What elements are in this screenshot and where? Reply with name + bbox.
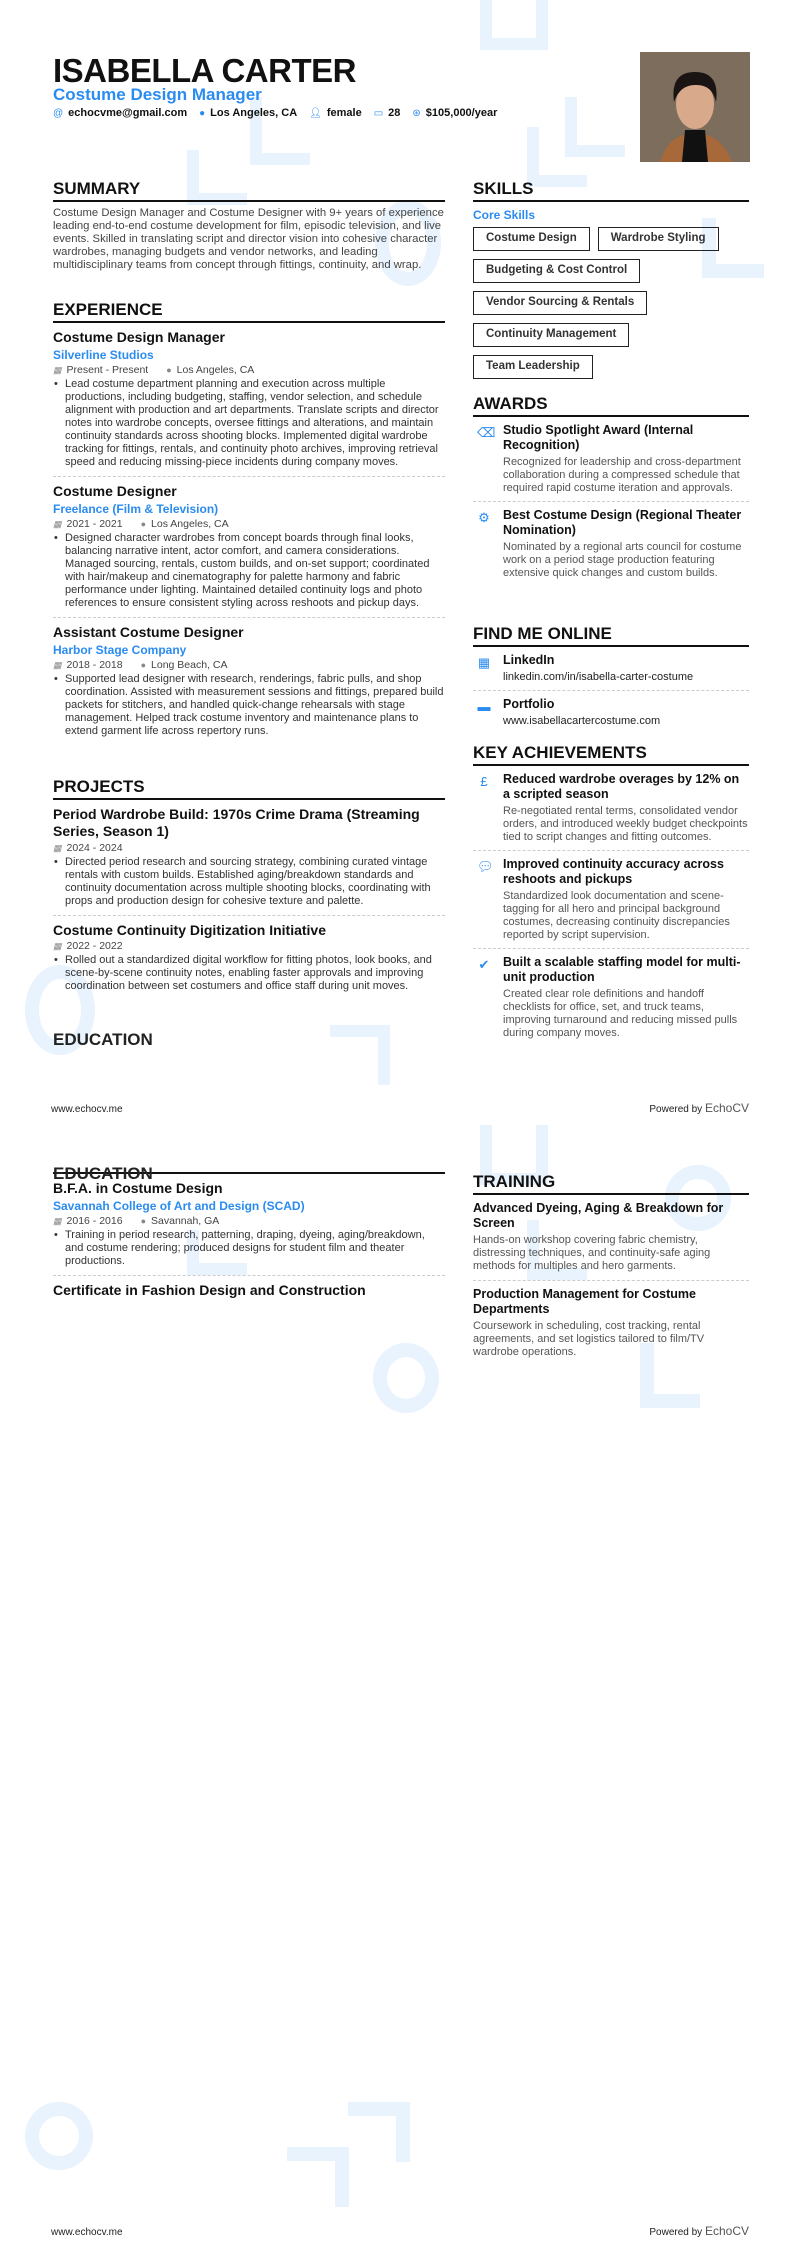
section-heading: EXPERIENCE [53, 301, 445, 323]
achievement-title: Reduced wardrobe overages by 12% on a scripted season [503, 772, 740, 801]
powered-label: Powered by [649, 2227, 703, 2238]
project-entry [53, 800, 445, 916]
location-pin-icon: ● [140, 660, 147, 670]
education-section [53, 1164, 445, 1305]
footer-powered [649, 2224, 749, 2238]
section-heading: KEY ACHIEVEMENTS [473, 744, 749, 766]
file-invoice-icon: £ [480, 774, 488, 789]
entry-dates: 2016 - 2016 [66, 1215, 123, 1227]
contact-location: ● Los Angeles, CA [199, 107, 298, 119]
summary-section [53, 180, 445, 272]
entry-bullet: • Supported lead designer with research, renderings, fabric pulls, and shop coordination. Assisted with measurement sessions and fittings, prepared build packets for stitchers, and handled quick-change rehearsals with stage management. Helped track costume inventory and maintenance plans to extend garment life across repertory runs. [53, 673, 445, 738]
education-entry [53, 1276, 445, 1305]
candidate-title: Costume Design Manager [53, 85, 262, 104]
entry-school: Savannah College of Art and Design (SCAD) [53, 1199, 305, 1213]
achievements-section [473, 744, 749, 1046]
brand-link[interactable]: EchoCV [704, 2224, 749, 2238]
summary-text: Costume Design Manager and Costume Designer with 9+ years of experience leading end-to-end costume development for film, episodic television, and live events. Skilled in translating script and director vision into cohesive character wardrobes, managing budgets and vendor networks, and leading multidisciplinary teams from concept through fittings, continuity, and wrap. [53, 207, 444, 271]
calculator-icon: ▦ [477, 655, 491, 670]
training-section [473, 1173, 749, 1366]
decor-shape [25, 2102, 93, 2170]
portfolio-link[interactable]: www.isabellacartercostume.com [503, 715, 661, 727]
contact-age: ▭ 28 [373, 107, 401, 119]
entry-dates: 2018 - 2018 [66, 659, 123, 671]
award-item [473, 417, 749, 502]
experience-section [53, 301, 445, 745]
entry-bullet: • Rolled out a standardized digital workflow for fitting photos, look books, and scene-by-scene continuity notes, enabling faster approvals and improving coordination between set costumers and office staff during unit moves. [53, 954, 445, 993]
skill-chip: Budgeting & Cost Control [473, 259, 640, 283]
location-pin-icon: ● [166, 365, 172, 375]
entry-location: Los Angeles, CA [151, 518, 229, 530]
achievement-item [473, 851, 749, 949]
skills-section [473, 180, 749, 379]
footer-site[interactable]: www.echocv.me [51, 2227, 123, 2238]
at-icon: @ [53, 107, 64, 119]
achievement-desc: Standardized look documentation and scene-tagging for all hero and principal background costumes, decreasing continuity discrepancies reported by script supervision. [503, 890, 730, 941]
contact-gender: 👤︎ female [309, 107, 362, 119]
decor-shape [527, 127, 587, 187]
contact-row [53, 107, 497, 119]
entry-title: Certificate in Fashion Design and Construction [53, 1282, 366, 1298]
online-title: LinkedIn [503, 653, 555, 667]
entry-location: Los Angeles, CA [176, 364, 255, 376]
section-heading: EDUCATION [53, 1030, 153, 1049]
entry-dates: 2024 - 2024 [66, 842, 123, 854]
footer-powered [649, 1101, 749, 1115]
section-heading: FIND ME ONLINE [473, 625, 749, 647]
entry-company: Harbor Stage Company [53, 643, 187, 657]
section-heading: PROJECTS [53, 778, 445, 800]
entry-title: B.F.A. in Costume Design [53, 1180, 223, 1196]
entry-title: Costume Design Manager [53, 329, 225, 345]
achievement-desc: Created clear role definitions and handoff checklists for office, set, and truck teams, improving turnaround and reducing missed pulls during company moves. [503, 988, 738, 1039]
decor-shape [348, 2102, 410, 2162]
awards-section [473, 395, 749, 586]
location-pin-icon: ● [199, 107, 206, 119]
entry-bullet: • Directed period research and sourcing strategy, combining curated vintage rentals with custom builds. Established aging/breakdown standards and continuity documentation across multiple shooting blocks, coordinating with props and production design for cohesive texture and palette. [53, 856, 445, 908]
entry-dates: 2021 - 2021 [66, 518, 123, 530]
location-pin-icon: ● [140, 519, 147, 529]
entry-company: Freelance (Film & Television) [53, 502, 219, 516]
footer-site[interactable]: www.echocv.me [51, 1104, 123, 1115]
award-item [473, 502, 749, 586]
calendar-icon: ▦ [53, 842, 62, 853]
education-entry [53, 1174, 445, 1276]
entry-dates: Present - Present [66, 364, 149, 376]
powered-label: Powered by [649, 1104, 703, 1115]
skill-chip: Vendor Sourcing & Rentals [473, 291, 647, 315]
experience-entry [53, 618, 445, 745]
contact-email: @ echocvme@gmail.com [53, 107, 188, 119]
experience-entry [53, 477, 445, 618]
tag-x-icon: ⌫ [477, 425, 496, 440]
entry-bullet: • Training in period research, patterning, draping, dyeing, aging/breakdown, and costume rendering; produced designs for student film and theater productions. [53, 1229, 445, 1268]
online-item [473, 647, 749, 691]
calendar-icon: ▦ [53, 1215, 62, 1226]
skill-chip: Continuity Management [473, 323, 629, 347]
award-desc: Nominated by a regional arts council for costume work on a period stage production featuring extensive quick changes and custom builds. [503, 541, 742, 579]
section-heading: EDUCATION [53, 1164, 153, 1183]
comment-icon: ▬ [477, 699, 491, 714]
decor-shape [287, 2147, 349, 2207]
comment-dots-icon: 💬︎ [477, 859, 494, 874]
skill-chip: Team Leadership [473, 355, 593, 379]
award-title: Studio Spotlight Award (Internal Recognition) [503, 423, 694, 452]
entry-title: Period Wardrobe Build: 1970s Crime Drama (Streaming Series, Season 1) [53, 806, 420, 839]
online-section [473, 625, 749, 734]
projects-section [53, 778, 445, 1000]
entry-bullet: • Lead costume department planning and execution across multiple productions, including budgeting, staffing, vendor selection, and schedule alignment with production and art departments. Translate scripts and director notes into wardrobe concepts, oversee fittings and alterations, and maintain continuity standards across shooting blocks. Implemented digital wardrobe tracking for fittings, rentals, and continuity photo archives, improving retrieval speed and reducing missing-piece incidents during company moves. [53, 378, 445, 469]
online-item [473, 691, 749, 734]
project-entry [53, 916, 445, 1000]
achievement-item [473, 949, 749, 1046]
person-icon: 👤︎ [309, 107, 322, 119]
skills-subheading: Core Skills [473, 208, 536, 222]
achievement-desc: Re-negotiated rental terms, consolidated vendor orders, and introduced weekly budget checkpoints tied to script changes and fitting outcomes. [503, 805, 748, 843]
gear-icon: ⚙ [478, 510, 490, 525]
training-entry [473, 1281, 749, 1366]
section-heading: AWARDS [473, 395, 749, 417]
award-desc: Recognized for leadership and cross-department collaboration during a compressed schedule that required rapid costume iteration and approvals. [503, 456, 741, 494]
training-title: Advanced Dyeing, Aging & Breakdown for Screen [473, 1201, 724, 1230]
calendar-icon: ▦ [53, 659, 62, 670]
entry-company: Silverline Studios [53, 348, 154, 362]
entry-title: Costume Designer [53, 483, 177, 499]
entry-location: Long Beach, CA [151, 659, 228, 671]
entry-dates: 2022 - 2022 [66, 940, 123, 952]
entry-title: Costume Continuity Digitization Initiative [53, 922, 326, 938]
contact-salary: ⊛ $105,000/year [412, 107, 498, 119]
candidate-name: ISABELLA CARTER [53, 52, 356, 89]
training-entry [473, 1195, 749, 1281]
brand-link[interactable]: EchoCV [704, 1101, 749, 1115]
decor-shape [480, 0, 548, 50]
decor-shape [373, 1343, 439, 1413]
training-desc: Hands-on workshop covering fabric chemistry, distressing techniques, and continuity-safe aging methods for multiples and hero garments. [473, 1234, 711, 1272]
calendar-icon: ▦ [53, 940, 62, 951]
online-title: Portfolio [503, 697, 555, 711]
location-pin-icon: ● [140, 1216, 147, 1226]
entry-bullet: • Designed character wardrobes from concept boards through final looks, balancing narrative intent, actor comfort, and camera considerations. Managed sourcing, rentals, custom builds, and on-set support; coordinated with hair/makeup and cinematography for palette harmony and fabric performance under lighting. Maintained detailed continuity logs and photo references to ensure consistent styling across reshoots and pickup days. [53, 532, 445, 610]
award-title: Best Costume Design (Regional Theater Nomination) [503, 508, 742, 537]
section-heading: SUMMARY [53, 180, 445, 202]
check-circle-icon: ✔ [478, 957, 490, 972]
linkedin-link[interactable]: linkedin.com/in/isabella-carter-costume [503, 671, 694, 683]
achievement-title: Built a scalable staffing model for multi-unit production [503, 955, 741, 984]
skill-chip: Costume Design [473, 227, 590, 251]
calendar-icon: ▦ [53, 518, 62, 529]
education-section-clipped [53, 1030, 445, 1049]
dollar-circle-icon: ⊛ [412, 107, 421, 119]
entry-title: Assistant Costume Designer [53, 624, 244, 640]
calendar-icon: ▭ [373, 107, 384, 119]
skill-chip: Wardrobe Styling [598, 227, 719, 251]
entry-location: Savannah, GA [151, 1215, 220, 1227]
training-title: Production Management for Costume Departments [473, 1287, 696, 1316]
calendar-icon: ▦ [53, 364, 62, 375]
section-heading: SKILLS [473, 180, 749, 202]
training-desc: Coursework in scheduling, cost tracking, rental agreements, and set logistics tailored to film/TV wardrobe operations. [473, 1320, 705, 1358]
experience-entry [53, 323, 445, 477]
profile-photo [640, 52, 750, 162]
section-heading: TRAINING [473, 1173, 749, 1195]
section-heading-clipped [53, 1164, 445, 1183]
achievement-item [473, 766, 749, 851]
achievement-title: Improved continuity accuracy across reshoots and pickups [503, 857, 724, 886]
